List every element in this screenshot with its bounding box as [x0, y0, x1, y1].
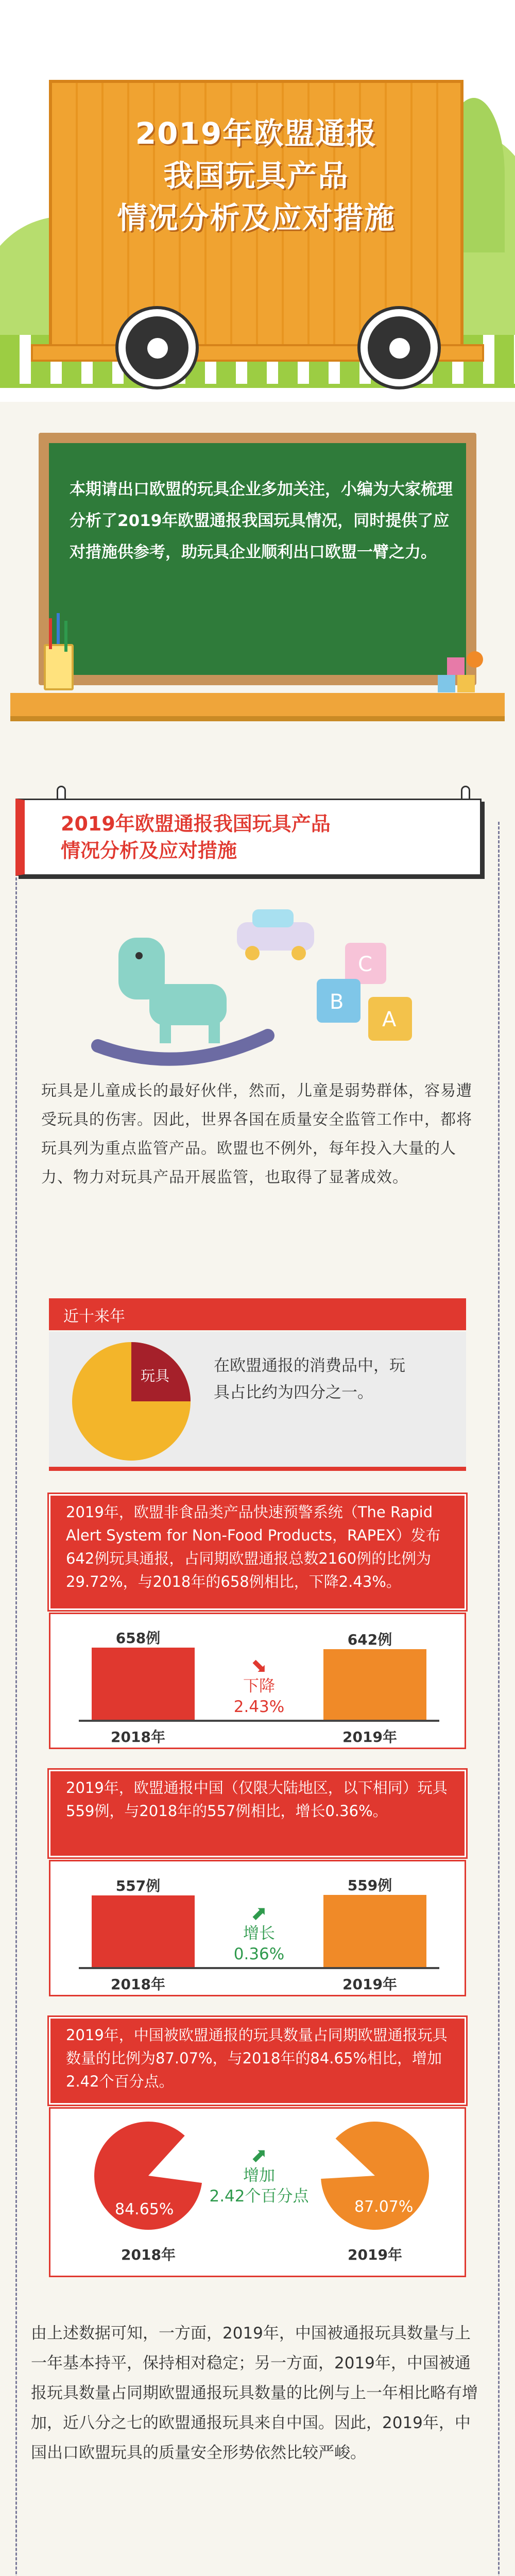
bar-value-label: 658例: [115, 1630, 161, 1647]
arrow-down-icon: ⬊: [251, 1654, 267, 1677]
pencil-icon: [49, 618, 52, 649]
bar-value-label: 557例: [115, 1877, 161, 1894]
chalkboard: [39, 433, 476, 685]
svg-text:A: A: [382, 1008, 397, 1031]
share-value-label: 84.65%: [115, 2200, 174, 2218]
bar-value-label: 642例: [347, 1631, 392, 1648]
ground-line: [0, 384, 515, 388]
intro-section: [0, 402, 515, 752]
pencil-cup-icon: [44, 644, 74, 690]
bar-1: [323, 1895, 426, 1967]
rapex-summary: 2019年，欧盟非食品类产品快速预警系统（The Rapid Alert System for Non-Food Products，RAPEX）发布642例玩具通报，占同期欧盟通报总数2160例的比例为29.72%，与2018年的658例相比，下降2.43%。: [49, 1494, 466, 1610]
change-label: 增加: [243, 2166, 275, 2185]
title-line-1: 2019年欧盟通报: [135, 116, 377, 151]
wheel-left-icon: [118, 309, 196, 386]
decade-header: 近十来年: [49, 1298, 466, 1330]
change-indicator: [215, 1655, 303, 1717]
pie-label: 玩具: [141, 1367, 170, 1384]
share-pie-1: [318, 2119, 432, 2232]
toy-share-pie: [70, 1340, 193, 1463]
page-title: [49, 112, 464, 239]
wheel-right-icon: [360, 309, 438, 386]
bar-0: [92, 1648, 195, 1720]
change-label: 增长: [243, 1924, 275, 1943]
hero-banner: [0, 0, 515, 402]
chart-3: [49, 2107, 466, 2277]
bar-value-label: 559例: [347, 1877, 392, 1894]
pie-box: [49, 1332, 466, 1471]
change-indicator: [205, 2145, 313, 2207]
change-value: 2.43%: [233, 1698, 285, 1716]
pie-caption: 在欧盟通报的消费品中，玩具占比约为四分之一。: [214, 1357, 405, 1402]
tag-line-1: 2019年欧盟通报我国玩具产品: [61, 812, 331, 835]
pencil-icon: [64, 621, 67, 652]
year-label: 2018年: [111, 1728, 165, 1745]
share-value-label: 87.07%: [354, 2198, 414, 2216]
title-line-3: 情况分析及应对措施: [117, 200, 396, 235]
share-summary: 2019年，中国被欧盟通报的玩具数量占同期欧盟通报玩具数量的比例为87.07%，与2018年的84.65%相比，增加2.42个百分点。: [49, 2017, 466, 2105]
tag-line-2: 情况分析及应对措施: [61, 839, 237, 862]
change-value: 0.36%: [233, 1945, 285, 1963]
change-value: 2.42个百分点: [209, 2187, 309, 2206]
baseline: [79, 1967, 439, 1969]
change-indicator: [215, 1903, 303, 1964]
year-label: 2019年: [342, 1976, 397, 1993]
year-label: 2019年: [348, 2246, 402, 2263]
bar-1: [323, 1649, 426, 1720]
baseline: [79, 1720, 439, 1722]
svg-text:C: C: [358, 953, 372, 976]
china-summary: 2019年，欧盟通报中国（仅限大陆地区，以下相同）玩具559例，与2018年的557例相比，增长0.36%。: [49, 1770, 466, 1857]
conclusion-paragraph: 由上述数据可知，一方面，2019年，中国被通报玩具数量与上一年基本持平，保持相对稳定；另一方面，2019年，中国被通报玩具数量占同期欧盟通报玩具数量的比例与上一年相比略有增加，近八分之七的欧盟通报玩具来自中国。因此，2019年，中国出口欧盟玩具的质量安全形势依然比较严峻。: [31, 2324, 478, 2462]
pencil-icon: [57, 613, 60, 644]
bar-0: [92, 1895, 195, 1967]
year-label: 2018年: [111, 1976, 165, 1993]
intro-text: 本期请出口欧盟的玩具企业多加关注，小编为大家梳理分析了2019年欧盟通报我国玩具情况，同时提供了应对措施供参考，助玩具企业顺利出口欧盟一臂之力。: [70, 480, 453, 562]
toy-blocks-icon: [433, 644, 489, 696]
change-label: 下降: [243, 1677, 275, 1696]
year-label: 2018年: [121, 2246, 176, 2263]
section-title-tag: [15, 799, 482, 876]
year-label: 2019年: [342, 1728, 397, 1745]
share-pie-0: [92, 2119, 205, 2232]
arrow-up-icon: ⬈: [251, 2144, 267, 2166]
arrow-up-icon: ⬈: [251, 1902, 267, 1924]
chart-1: [49, 1613, 466, 1749]
chalk-shelf: [10, 693, 505, 721]
intro-paragraph: 玩具是儿童成长的最好伙伴，然而，儿童是弱势群体，容易遭受玩具的伤害。因此，世界各国在质量安全监管工作中，都将玩具列为重点监管产品。欧盟也不例外，每年投入大量的人力、物力对玩具产品开展监管，也取得了显著成效。: [41, 1082, 472, 1187]
toys-illustration: [88, 907, 438, 1072]
title-line-2: 我国玩具产品: [163, 158, 349, 193]
svg-text:B: B: [330, 990, 344, 1014]
chart-2: [49, 1860, 466, 1996]
